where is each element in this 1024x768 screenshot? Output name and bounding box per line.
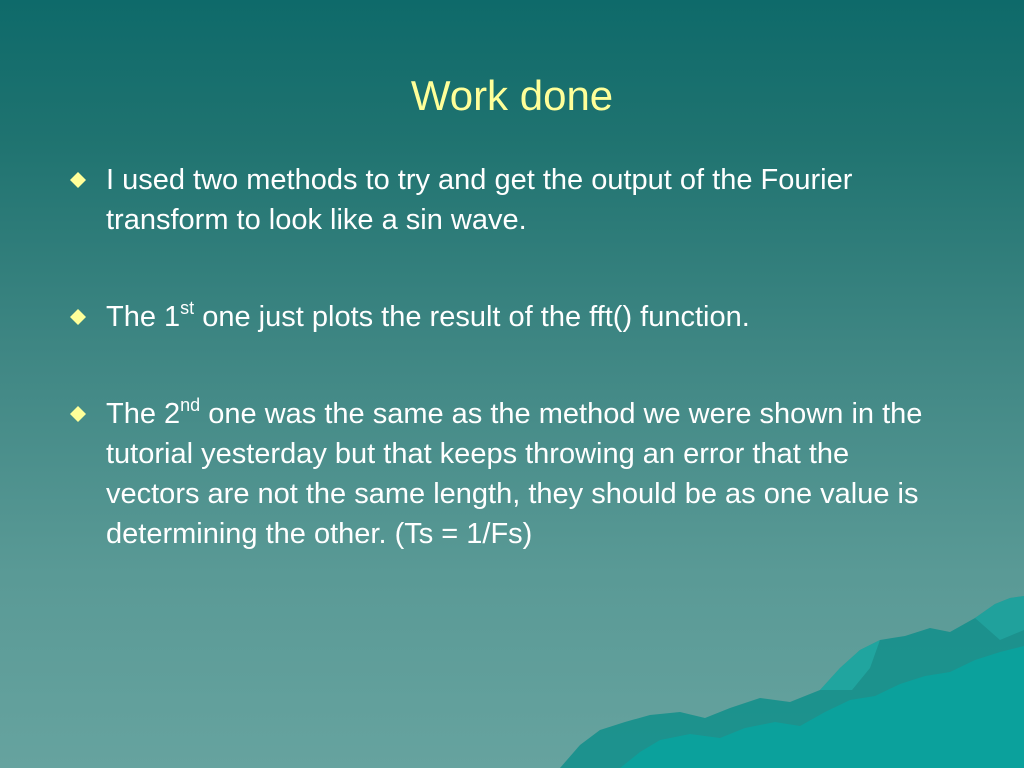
bullet-text: The 1st one just plots the result of the fft() function. <box>106 298 750 333</box>
slide-title: Work done <box>410 72 614 119</box>
bullet-list <box>66 160 946 611</box>
iceberg-front <box>620 646 1024 768</box>
bullet-text: I used two methods to try and get the output of the Fourier transform to look like a sin wave. <box>106 164 853 236</box>
bullet-item <box>66 394 946 554</box>
bullet-item <box>66 297 946 337</box>
iceberg-highlight <box>820 640 880 690</box>
iceberg-highlight-2 <box>975 596 1024 640</box>
bullet-text: The 2nd one was the same as the method we were shown in the tutorial yesterday but that keeps throwing an error that the vectors are not the same length, they should be as one value is determining the other. (Ts = 1/Fs) <box>106 395 923 550</box>
diamond-bullet-icon <box>70 172 86 188</box>
bullet-item <box>66 160 946 240</box>
diamond-bullet-icon <box>70 309 86 325</box>
diamond-bullet-icon <box>70 406 86 422</box>
iceberg-back <box>560 596 1024 768</box>
